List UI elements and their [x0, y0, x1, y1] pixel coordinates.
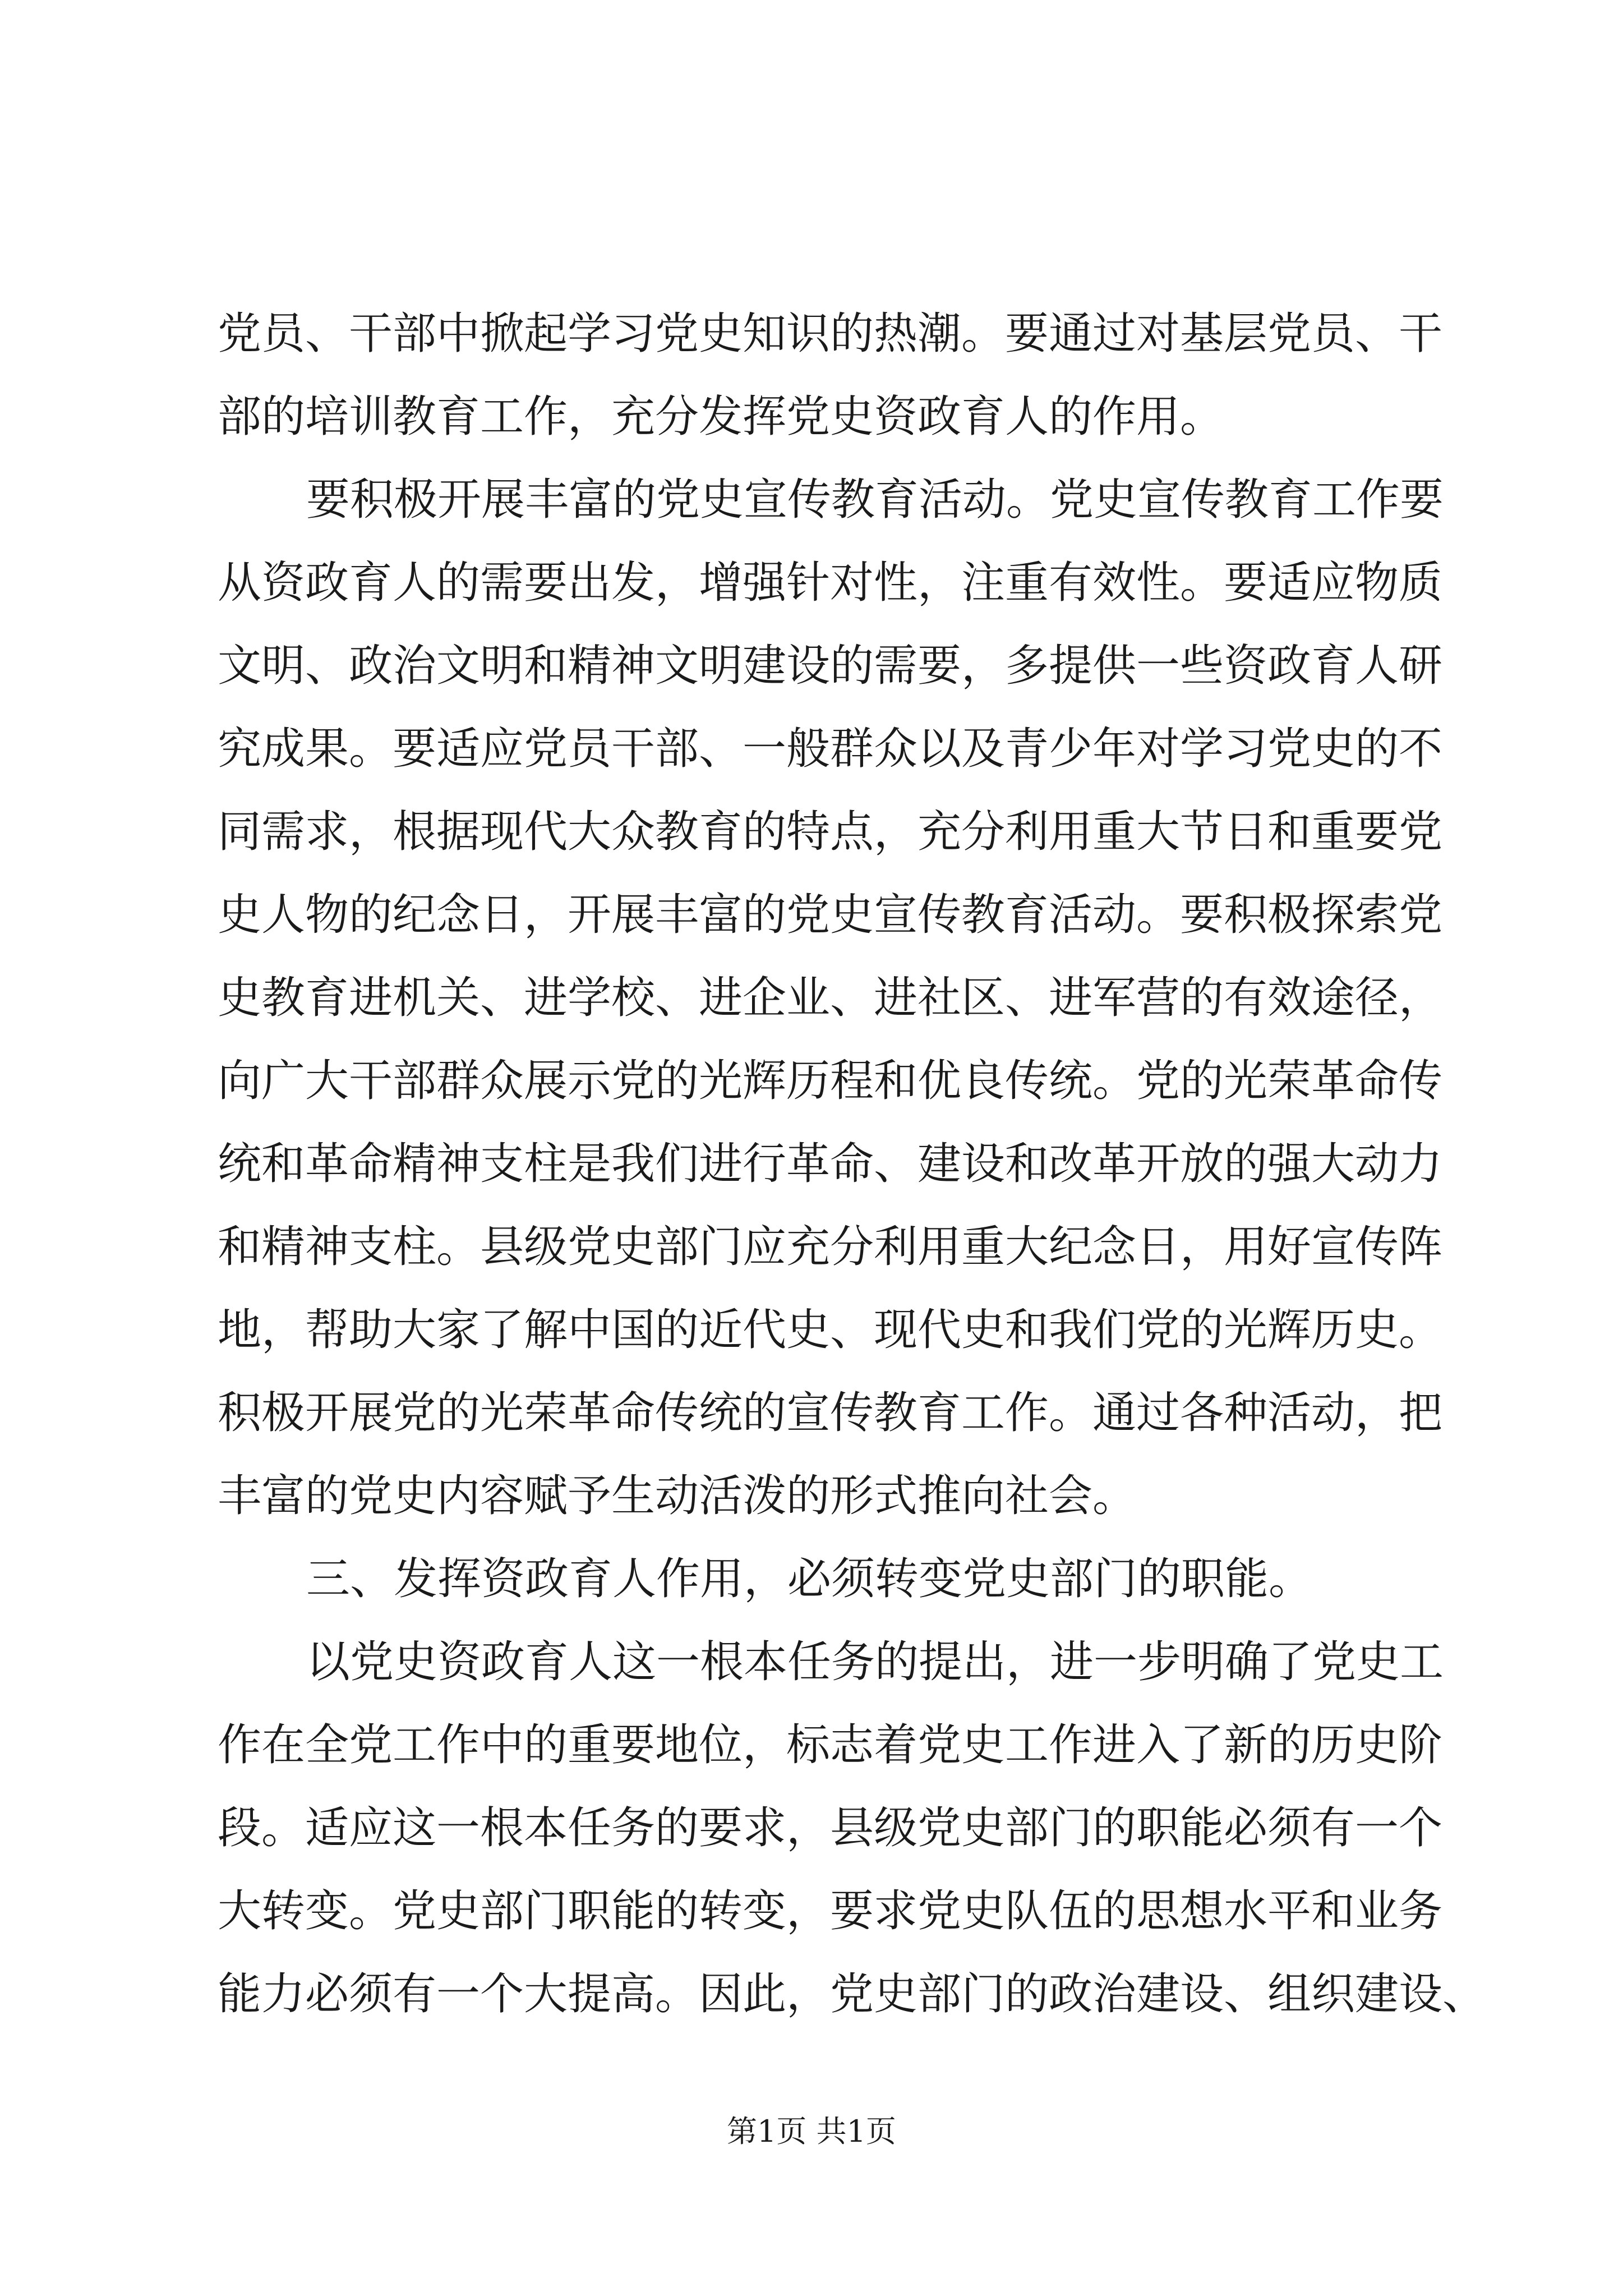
text-line: 大转变。党史部门职能的转变，要求党史队伍的思想水平和业务	[218, 1886, 1443, 1936]
text-line: 同需求，根据现代大众教育的特点，充分利用重大节日和重要党	[218, 807, 1443, 857]
text-line: 向广大干部群众展示党的光辉历程和优良传统。党的光荣革命传	[218, 1056, 1443, 1106]
text-line: 和精神支柱。县级党史部门应充分利用重大纪念日，用好宣传阵	[218, 1222, 1443, 1272]
text-line: 能力必须有一个大提高。因此，党史部门的政治建设、组织建设、	[218, 1969, 1487, 2019]
text-line: 史教育进机关、进学校、进企业、进社区、进军营的有效途径，	[218, 973, 1443, 1023]
text-line: 党员、干部中掀起学习党史知识的热潮。要通过对基层党员、干	[218, 309, 1443, 359]
text-line: 积极开展党的光荣革命传统的宣传教育工作。通过各种活动，把	[218, 1388, 1443, 1438]
text-line: 部的培训教育工作，充分发挥党史资政育人的作用。	[218, 392, 1224, 442]
text-line: 文明、政治文明和精神文明建设的需要，多提供一些资政育人研	[218, 641, 1443, 691]
section-heading: 三、发挥资政育人作用，必须转变党史部门的职能。	[306, 1554, 1313, 1604]
text-line: 要积极开展丰富的党史宣传教育活动。党史宣传教育工作要	[306, 475, 1444, 525]
text-line: 丰富的党史内容赋予生动活泼的形式推向社会。	[218, 1471, 1137, 1521]
text-line: 以党史资政育人这一根本任务的提出，进一步明确了党史工	[306, 1637, 1444, 1687]
text-line: 从资政育人的需要出发，增强针对性，注重有效性。要适应物质	[218, 558, 1443, 608]
text-line: 史人物的纪念日，开展丰富的党史宣传教育活动。要积极探索党	[218, 890, 1443, 940]
text-line: 作在全党工作中的重要地位，标志着党史工作进入了新的历史阶	[218, 1720, 1443, 1770]
page-footer: 第1页 共1页	[727, 2114, 896, 2149]
text-line: 统和革命精神支柱是我们进行革命、建设和改革开放的强大动力	[218, 1139, 1443, 1189]
text-line: 究成果。要适应党员干部、一般群众以及青少年对学习党史的不	[218, 724, 1443, 774]
text-line: 地，帮助大家了解中国的近代史、现代史和我们党的光辉历史。	[218, 1305, 1443, 1355]
text-line: 段。适应这一根本任务的要求，县级党史部门的职能必须有一个	[218, 1803, 1443, 1853]
